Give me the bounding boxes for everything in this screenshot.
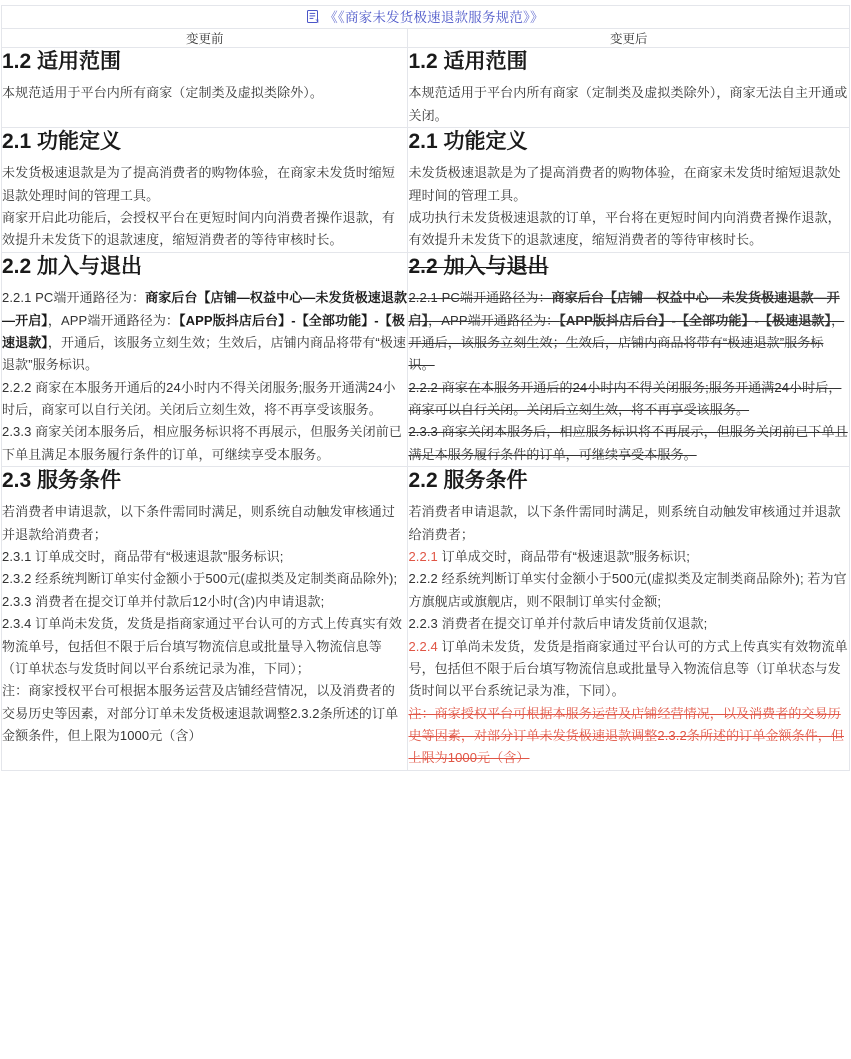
cell-after bbox=[408, 252, 850, 466]
cell-after bbox=[408, 467, 850, 771]
section-heading: 1.2 适用范围 bbox=[2, 50, 122, 73]
text-run: 商家后台【店铺—权益中心—未发货极速退款—开启】 bbox=[408, 290, 840, 328]
change-comparison-table bbox=[1, 5, 850, 771]
cell-after bbox=[408, 128, 850, 253]
document-title-cell bbox=[2, 6, 850, 29]
text-run: ，APP端开通路径为： bbox=[47, 312, 180, 328]
paragraph: 成功执行未发货极速退款的订单，平台将在更短时间内向消费者操作退款，有效提升未发货下的退款速度，缩短消费者的等待审核时长。 bbox=[408, 210, 841, 248]
paragraph: 本规范适用于平台内所有商家（定制类及虚拟类除外），商家无法自主开通或关闭。 bbox=[408, 85, 848, 123]
paragraph: 2.2.2 商家在本服务开通后的24小时内不得关闭服务;服务开通满24小时后，商家可以自行关闭。关闭后立刻生效，将不再享受该服务。 bbox=[408, 379, 842, 417]
paragraph: 2.3.2 经系统判断订单实付金额小于500元(虚拟类及定制类商品除外); bbox=[2, 571, 398, 587]
paragraph bbox=[2, 287, 407, 376]
paragraph: 若消费者申请退款，以下条件需同时满足，则系统自动触发审核通过并退款给消费者； bbox=[2, 504, 396, 542]
text-run: 【APP版抖店后台】-【全部功能】-【极速退款】 bbox=[559, 312, 832, 328]
cell-before bbox=[2, 48, 408, 128]
paragraph: 2.3.3 商家关闭本服务后，相应服务标识将不再展示，但服务关闭前已下单且满足本服务履行条件的订单，可继续享受本服务。 bbox=[2, 424, 402, 462]
cell-after bbox=[408, 48, 850, 128]
paragraph: 注：商家授权平台可根据本服务运营及店铺经营情况，以及消费者的交易历史等因素，对部分订单未发货极速退款调整2.3.2条所述的订单金额条件，但上限为1000元（含） bbox=[2, 683, 399, 743]
table-row bbox=[2, 467, 850, 771]
paragraph: 2.2.3 消费者在提交订单并付款后申请发货前仅退款; bbox=[408, 616, 708, 632]
paragraph bbox=[408, 546, 849, 568]
cell-before bbox=[2, 252, 408, 466]
text-run: 2.2.4 bbox=[408, 638, 442, 654]
section-heading: 1.2 适用范围 bbox=[408, 50, 528, 73]
paragraph: 若消费者申请退款，以下条件需同时满足，则系统自动触发审核通过并退款给消费者； bbox=[408, 504, 841, 542]
document-title-text: 《《商家未发货极速退款服务规范》》 bbox=[324, 10, 544, 25]
paragraph: 2.3.3 消费者在提交订单并付款后12小时(含)内申请退款; bbox=[2, 593, 325, 609]
paragraph: 商家开启此功能后，会授权平台在更短时间内向消费者操作退款，有效提升未发货下的退款速度，缩短消费者的等待审核时长。 bbox=[2, 210, 396, 248]
text-run: ，APP端开通路径为： bbox=[428, 312, 560, 328]
paragraph: 2.3.3 商家关闭本服务后，相应服务标识将不再展示，但服务关闭前已下单且满足本服务履行条件的订单，可继续享受本服务。 bbox=[408, 424, 848, 462]
text-run: 商家后台【店铺—权益中心—未发货极速退款—开启】 bbox=[2, 290, 408, 328]
text-run: 订单尚未发货，发货是指商家通过平台认可的方式上传真实有效物流单号，包括但不限于后台填写物流信息或批量导入物流信息等（订单状态与发货时间以平台系统记录为准，下同）。 bbox=[408, 638, 848, 699]
paragraph: 注：商家授权平台可根据本服务运营及店铺经营情况，以及消费者的交易历史等因素，对部分订单未发货极速退款调整2.3.2条所述的订单金额条件，但上限为1000元（含） bbox=[408, 705, 844, 766]
paragraph: 2.2.2 商家在本服务开通后的24小时内不得关闭服务;服务开通满24小时后，商家可以自行关闭。关闭后立刻生效，将不再享受该服务。 bbox=[2, 379, 396, 417]
text-run: 2.2.1 bbox=[408, 549, 442, 565]
section-heading: 2.1 功能定义 bbox=[2, 130, 122, 154]
text-run: ，开通后，该服务立刻生效；生效后，店铺内商品将带有“极速退款”服务标识。 bbox=[408, 312, 845, 373]
paragraph: 2.3.1 订单成交时，商品带有“极速退款”服务标识; bbox=[2, 549, 284, 565]
paragraph: 未发货极速退款是为了提高消费者的购物体验，在商家未发货时缩短退款处理时间的管理工具。 bbox=[2, 165, 396, 203]
table-title-row bbox=[2, 6, 850, 29]
section-heading: 2.1 功能定义 bbox=[408, 130, 528, 154]
paragraph: 未发货极速退款是为了提高消费者的购物体验，在商家未发货时缩短退款处理时间的管理工具。 bbox=[408, 165, 841, 203]
table-row bbox=[2, 128, 850, 253]
cell-before bbox=[2, 467, 408, 771]
text-run: 订单成交时，商品带有“极速退款”服务标识; bbox=[441, 549, 690, 565]
paragraph bbox=[408, 287, 849, 376]
table-row bbox=[2, 252, 850, 466]
paragraph: 2.2.2 经系统判断订单实付金额小于500元(虚拟类及定制类商品除外); 若为官方旗舰店或旗舰店，则不限制订单实付金额; bbox=[408, 571, 847, 609]
section-heading: 2.2 加入与退出 bbox=[408, 254, 549, 278]
cell-before bbox=[2, 128, 408, 253]
text-run: ，开通后，该服务立刻生效；生效后，店铺内商品将带有“极速退款”服务标识。 bbox=[2, 334, 407, 373]
column-header-before: 变更前 bbox=[2, 29, 408, 48]
table-header-row bbox=[2, 29, 850, 48]
text-run: 2.2.1 PC端开通路径为： bbox=[408, 290, 552, 306]
text-run: 【APP版抖店后台】-【全部功能】-【极速退款】 bbox=[2, 312, 405, 350]
column-header-after: 变更后 bbox=[408, 29, 850, 48]
text-run: 2.2.1 PC端开通路径为： bbox=[2, 290, 146, 306]
document-icon bbox=[307, 10, 320, 24]
paragraph: 2.3.4 订单尚未发货，发货是指商家通过平台认可的方式上传真实有效物流单号，包括但不限于后台填写物流信息或批量导入物流信息等（订单状态与发货时间以平台系统记录为准，下同）； bbox=[2, 616, 402, 676]
table-row bbox=[2, 48, 850, 128]
section-heading: 2.2 服务条件 bbox=[408, 469, 528, 493]
table-body bbox=[2, 48, 850, 771]
paragraph bbox=[408, 636, 849, 703]
paragraph: 本规范适用于平台内所有商家（定制类及虚拟类除外）。 bbox=[2, 85, 324, 101]
section-heading: 2.2 加入与退出 bbox=[2, 254, 143, 278]
section-heading: 2.3 服务条件 bbox=[2, 469, 122, 493]
